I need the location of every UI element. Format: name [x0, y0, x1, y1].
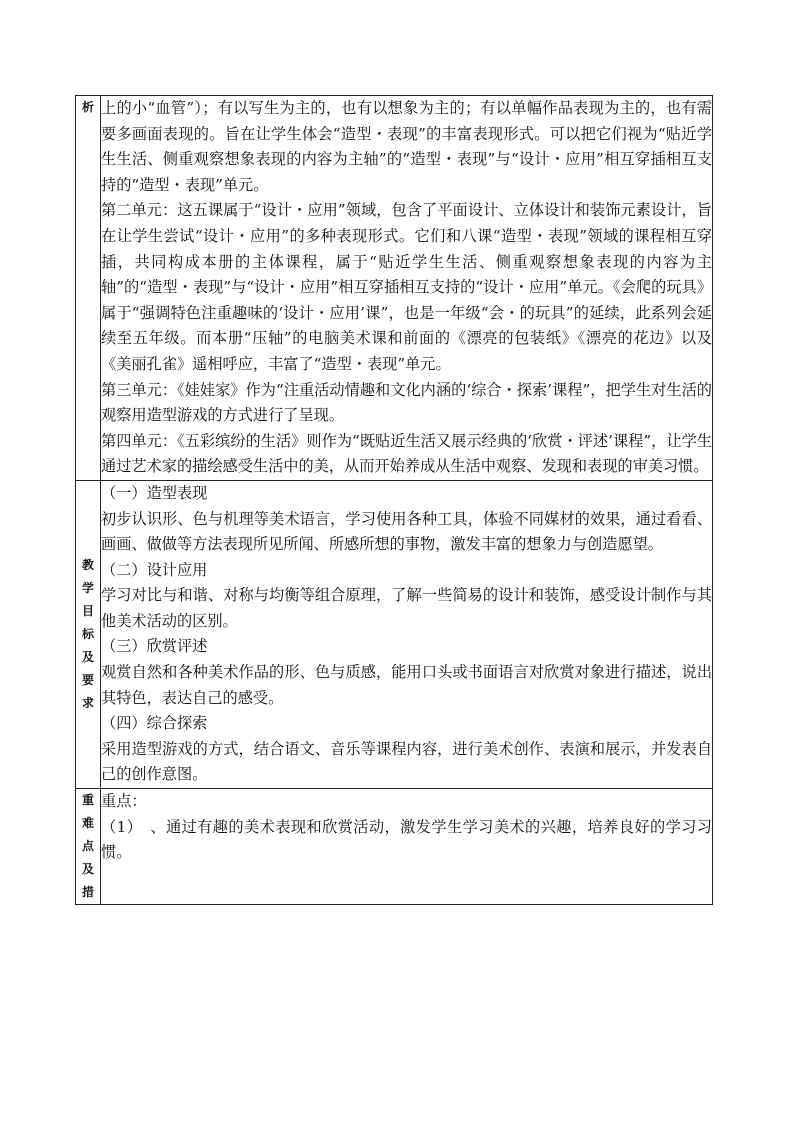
label-char: 学	[81, 580, 94, 595]
goal-paragraph: 观赏自然和各种美术作品的形、色与质感，能用口头或书面语言对欣赏对象进行描述，说出其特色，表达自己的感受。	[101, 663, 712, 707]
row-content-teaching-goals	[101, 480, 713, 788]
analysis-paragraph: 第三单元：《娃娃家》作为“注重活动情趣和文化内涵的‘综合・探索’课程”，把学生对生活的观察用造型游戏的方式进行了呈现。	[101, 380, 712, 425]
goal-paragraph: 采用造型游戏的方式，结合语文、音乐等课程内容，进行美术创作、表演和展示，并发表自己的创作意图。	[101, 739, 712, 784]
row-analysis	[76, 96, 713, 481]
row-content-analysis	[101, 96, 713, 481]
goal-heading: （三）欣赏评述	[101, 637, 208, 656]
label-char: 及	[81, 649, 94, 664]
label-char: 教	[81, 557, 94, 572]
label-char: 及	[81, 862, 94, 877]
row-content-key-points	[101, 789, 713, 905]
document-table	[75, 95, 713, 905]
label-char: 析	[81, 100, 94, 114]
label-char: 重	[81, 793, 94, 808]
analysis-paragraph: 第四单元：《五彩缤纷的生活》则作为“既贴近生活又展示经典的‘欣赏・评述’课程”，让学生通过艺术家的描绘感受生活中的美，从而开始养成从生活中观察、发现和表现的审美习惯。	[101, 431, 712, 476]
row-key-points	[76, 789, 713, 905]
label-char: 目	[81, 603, 94, 618]
row-label-key-points	[76, 789, 101, 905]
label-char: 标	[81, 626, 94, 641]
analysis-paragraph: 上的小“血管”）；有以写生为主的，也有以想象为主的；有以单幅作品表现为主的，也有需要多画面表现的。旨在让学生体会“造型・表现”的丰富表现形式。可以把它们视为“贴近学生生活、侧重观察想象表现的内容为主轴”的“造型・表现”与“设计・应用”相互穿插相互支持的“造型・表现”单元。	[101, 99, 712, 194]
label-char: 要	[81, 672, 94, 687]
key-points-heading: 重点：	[101, 792, 147, 811]
label-char: 措	[81, 885, 94, 900]
goal-paragraph: 初步认识形、色与机理等美术语言，学习使用各种工具，体验不同媒材的效果，通过看看、画画、做做等方法表现所见所闻、所感所想的事物，激发丰富的想象力与创造愿望。	[101, 509, 712, 554]
goal-heading: （四）综合探索	[101, 714, 208, 733]
row-label-teaching-goals	[76, 480, 101, 788]
goal-heading: （二）设计应用	[101, 560, 208, 579]
goal-heading: （一）造型表现	[101, 483, 208, 502]
key-points-paragraph: （1） 、通过有趣的美术表现和欣赏活动，激发学生学习美术的兴趣，培养良好的学习习惯。	[101, 817, 712, 862]
label-char: 点	[81, 839, 94, 854]
row-label-analysis	[76, 96, 101, 481]
analysis-paragraph: 第二单元：这五课属于“设计・应用”领域，包含了平面设计、立体设计和装饰元素设计，旨在让学生尝试“设计・应用”的多种表现形式。它们和八课“造型・表现”领域的课程相互穿插，共同构成本册的主体课程，属于“贴近学生生活、侧重观察想象表现的内容为主轴”的“造型・表现”与“设计・应用”相互穿插相互支持的“设计・应用”单元。《会爬的玩具》属于“强调特色注重趣味的‘设计・应用’课”，也是一年级“会・的玩具”的延续，此系列会延续至五年级。而本册“压轴”的电脑美术课和前面的《漂亮的包装纸》《漂亮的花边》以及《美丽孔雀》遥相呼应，丰富了“造型・表现”单元。	[101, 201, 712, 373]
label-char: 求	[81, 695, 94, 710]
label-char: 难	[81, 816, 94, 831]
row-teaching-goals	[76, 480, 713, 788]
goal-paragraph: 学习对比与和谐、对称与均衡等组合原理，了解一些简易的设计和装饰，感受设计制作与其他美术活动的区别。	[101, 586, 712, 630]
